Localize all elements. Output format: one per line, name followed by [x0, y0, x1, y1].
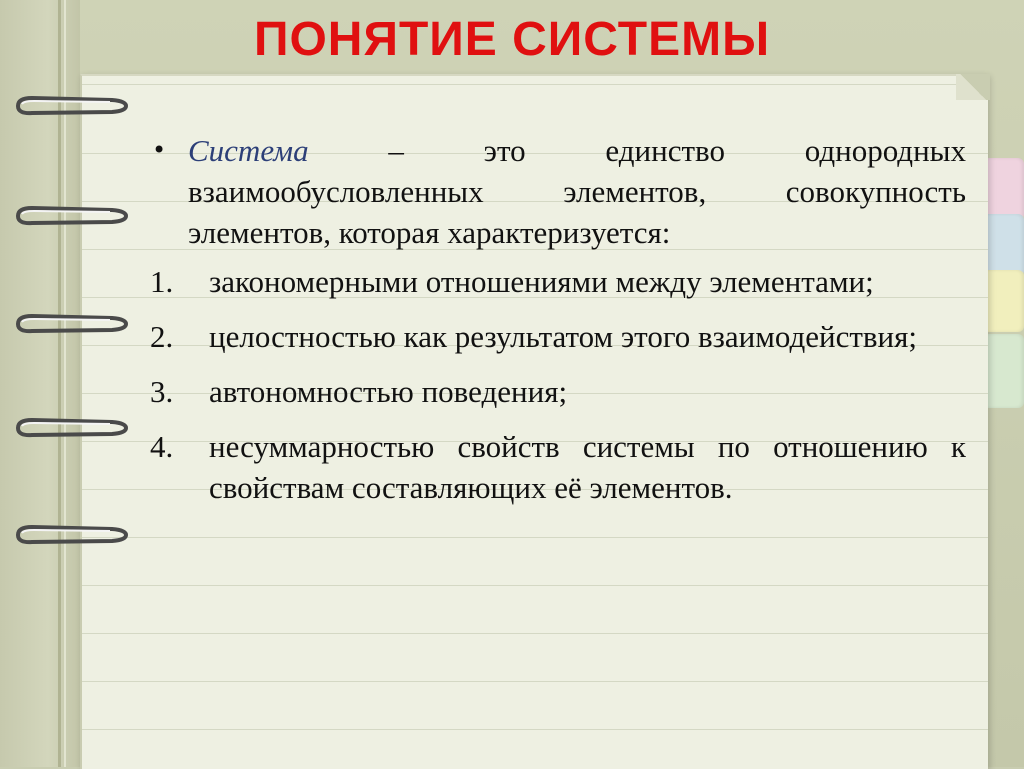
list-item-text: несуммарностью свойств системы по отношению к свойствам составляющих её элементов. [209, 429, 966, 505]
index-tab-pink [984, 158, 1024, 220]
definition-paragraph [150, 130, 966, 253]
list-item-number: 3. [150, 374, 174, 409]
page-corner-fold [956, 74, 990, 100]
slide-content [150, 130, 966, 522]
binder-ring-icon [12, 94, 130, 116]
index-tab-green [984, 334, 1024, 408]
list-item-number: 2. [150, 319, 174, 354]
list-item [150, 426, 966, 508]
list-item-text: автономностью поведения; [209, 374, 568, 409]
list-item-number: 4. [150, 429, 174, 464]
bullet-dot-icon: • [152, 136, 167, 164]
list-item-text: целостностью как результатом этого взаимодействия; [209, 319, 917, 354]
binder-ring-icon [12, 523, 130, 545]
list-item [150, 316, 966, 357]
list-item-text: закономерными отношениями между элементами; [209, 264, 874, 299]
slide-title: ПОНЯТИЕ СИСТЕМЫ [253, 13, 771, 66]
index-tab-blue [984, 214, 1024, 276]
binder-ring-icon [12, 204, 130, 226]
list-item-number: 1. [150, 264, 174, 299]
binder-ring-icon [12, 312, 130, 334]
definition-term: Система [188, 133, 309, 168]
list-item [150, 371, 966, 412]
binder-ring-icon [12, 416, 130, 438]
list-item [150, 261, 966, 302]
index-tab-yellow [984, 270, 1024, 332]
definition-text: – это единство однородных взаимообусловленных элементов, совокупность элементов, которая характеризуется: [188, 133, 966, 250]
